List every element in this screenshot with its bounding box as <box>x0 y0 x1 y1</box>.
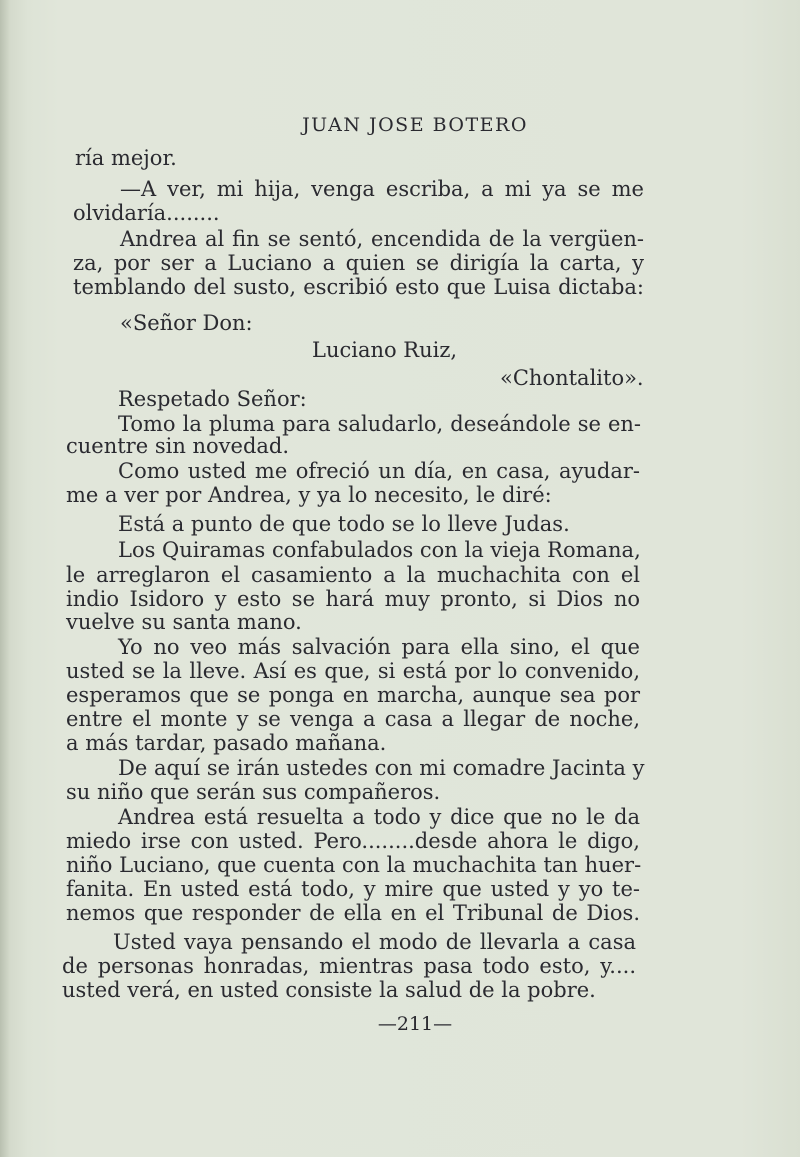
text-line: niño Luciano, que cuenta con la muchachita tan huer- <box>66 853 642 877</box>
page-number: —211— <box>377 1013 453 1035</box>
text-line: Los Quiramas confabulados con la vieja Romana, <box>118 538 641 562</box>
text-line: le arreglaron el casamiento a la muchachita con el <box>66 563 640 587</box>
text-line: —A ver, mi hija, venga escriba, a mi ya se me <box>120 177 644 201</box>
text-line: Tomo la pluma para saludarlo, deseándole se en- <box>118 412 641 436</box>
text-line: ría mejor. <box>75 146 177 170</box>
text-line: Luciano Ruiz, <box>312 338 458 362</box>
text-line: Respetado Señor: <box>118 387 307 411</box>
text-line: indio Isidoro y esto se hará muy pronto, si Dios no <box>66 587 640 611</box>
text-line: Usted vaya pensando el modo de llevarla a casa <box>113 930 636 954</box>
binding-edge <box>0 0 10 1157</box>
text-line: cuentre sin novedad. <box>66 434 290 458</box>
text-line: nemos que responder de ella en el Tribunal de Dios. <box>66 901 640 925</box>
text-line: fanita. En usted está todo, y mire que usted y yo te- <box>66 877 640 901</box>
text-line: usted se la lleve. Así es que, si está por lo convenido, <box>66 659 640 683</box>
text-line: «Señor Don: <box>120 311 253 335</box>
text-line: Como usted me ofreció un día, en casa, ayudar- <box>118 459 640 483</box>
text-line: Andrea al fin se sentó, encendida de la vergüen- <box>120 227 644 251</box>
text-line: miedo irse con usted. Pero........desde ahora le digo, <box>66 829 640 853</box>
text-line: vuelve su santa mano. <box>66 610 302 634</box>
text-line: olvidaría........ <box>73 201 220 225</box>
text-line: a más tardar, pasado mañana. <box>66 731 387 755</box>
text-line: esperamos que se ponga en marcha, aunque sea por <box>66 683 640 707</box>
text-line: usted verá, en usted consiste la salud de la pobre. <box>62 978 596 1002</box>
text-line: de personas honradas, mientras pasa todo esto, y.... <box>62 954 636 978</box>
text-line: «Chontalito». <box>500 366 644 390</box>
text-line: Está a punto de que todo se lo lleve Judas. <box>118 512 570 536</box>
text-line: Andrea está resuelta a todo y dice que no le da <box>118 805 640 829</box>
running-header: JUAN JOSE BOTERO <box>302 114 528 136</box>
text-line: entre el monte y se venga a casa a llegar de noche, <box>66 707 640 731</box>
text-line: su niño que serán sus compañeros. <box>66 780 441 804</box>
text-line: me a ver por Andrea, y ya lo necesito, le diré: <box>66 483 552 507</box>
text-line: temblando del susto, escribió esto que Luisa dictaba: <box>73 275 644 299</box>
text-line: De aquí se irán ustedes con mi comadre Jacinta y <box>118 756 645 780</box>
text-line: za, por ser a Luciano a quien se dirigía la carta, y <box>73 251 644 275</box>
text-line: Yo no veo más salvación para ella sino, el que <box>118 635 640 659</box>
